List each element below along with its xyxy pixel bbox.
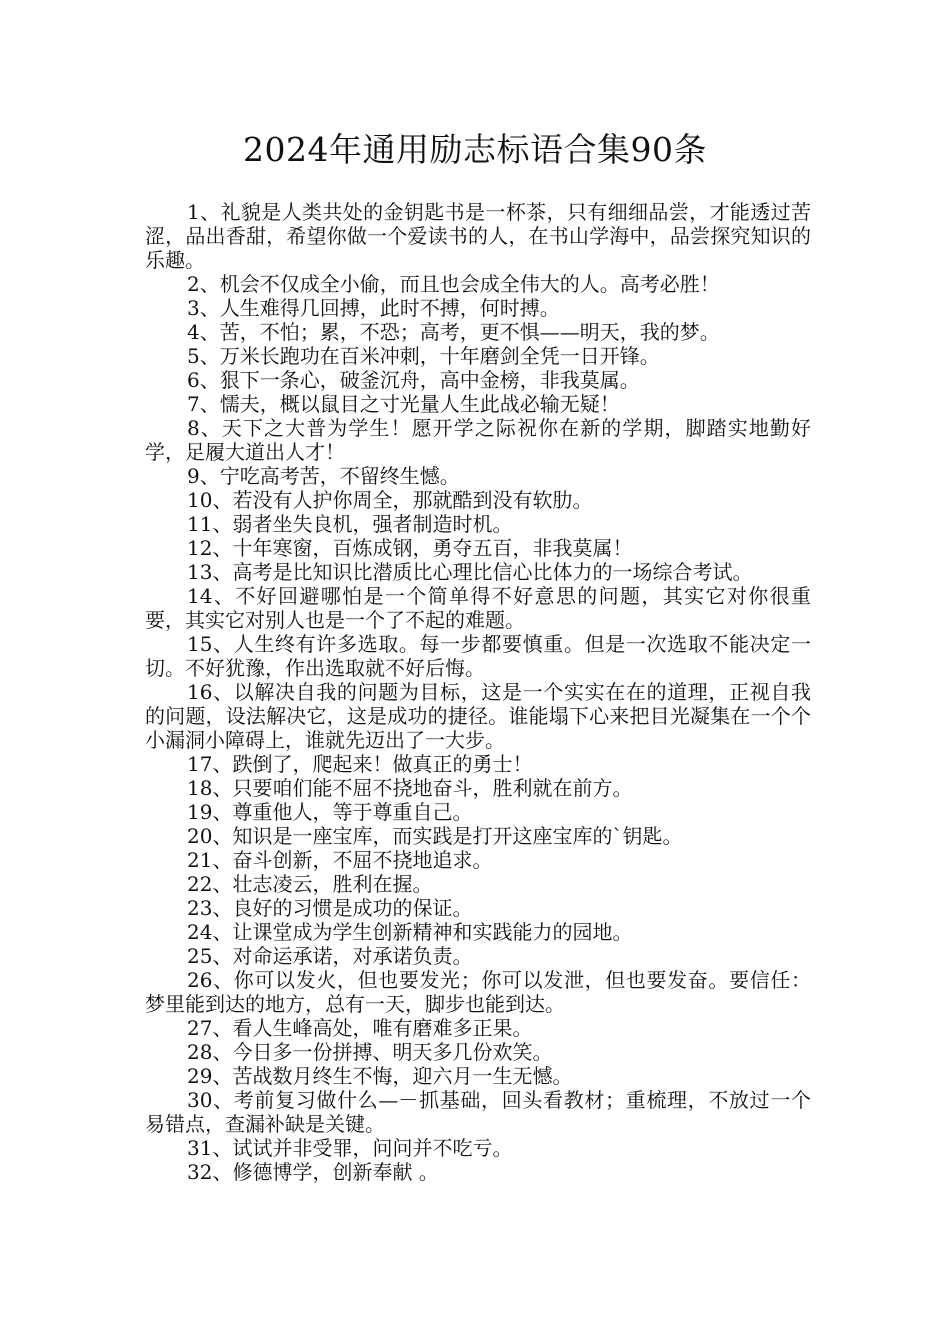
slogan-item: 22、壮志凌云，胜利在握。 <box>187 872 433 896</box>
slogan-item: 21、奋斗创新，不屈不挠地追求。 <box>187 848 493 872</box>
slogan-item: 14、不好回避哪怕是一个简单得不好意思的问题，其实它对你很重要，其实它对别人也是一个了不起的难题。 <box>145 584 811 632</box>
slogan-item: 11、弱者坐失良机，强者制造时机。 <box>187 512 513 536</box>
slogan-item: 26、你可以发火，但也要发光；你可以发泄，但也要发奋。要信任：梦里能到达的地方，总有一天，脚步也能到达。 <box>145 968 811 1016</box>
slogan-item: 13、高考是比知识比潜质比心理比信心比体力的一场综合考试。 <box>187 560 753 584</box>
slogan-item: 5、万米长跑功在百米冲刺，十年磨剑全凭一日开锋。 <box>187 344 660 368</box>
slogan-item: 8、天下之大普为学生！愿开学之际祝你在新的学期，脚踏实地勤好学，足履大道出人才！ <box>145 416 811 464</box>
slogan-item: 29、苦战数月终生不悔，迎六月一生无憾。 <box>187 1064 573 1088</box>
slogan-item: 30、考前复习做什么—－抓基础，回头看教材；重梳理，不放过一个易错点，查漏补缺是关键。 <box>145 1088 811 1136</box>
slogan-item: 7、懦夫，概以鼠目之寸光量人生此战必输无疑！ <box>187 392 620 416</box>
slogan-item: 32、修德博学，创新奉献 。 <box>187 1160 439 1184</box>
slogan-item: 17、跌倒了，爬起来！做真正的勇士！ <box>187 752 533 776</box>
slogan-item: 6、狠下一条心，破釜沉舟，高中金榜，非我莫属。 <box>187 368 640 392</box>
slogan-list <box>145 200 811 1184</box>
slogan-item: 12、十年寒窗，百炼成钢，勇夺五百，非我莫属！ <box>187 536 633 560</box>
slogan-item: 19、尊重他人，等于尊重自己。 <box>187 800 473 824</box>
slogan-item: 10、若没有人护你周全，那就酷到没有软肋。 <box>187 488 593 512</box>
slogan-item: 4、苦，不怕；累，不恐；高考，更不惧——明天，我的梦。 <box>187 320 720 344</box>
slogan-item: 31、试试并非受罪，问问并不吃亏。 <box>187 1136 513 1160</box>
slogan-item: 3、人生难得几回搏，此时不搏，何时搏。 <box>187 296 560 320</box>
slogan-item: 25、对命运承诺，对承诺负责。 <box>187 944 473 968</box>
document-title: 2024年通用励志标语合集90条 <box>243 130 707 169</box>
slogan-item: 1、礼貌是人类共处的金钥匙书是一杯茶，只有细细品尝，才能透过苦涩，品出香甜，希望你做一个爱读书的人，在书山学海中，品尝探究知识的乐趣。 <box>145 200 811 272</box>
slogan-item: 9、宁吃高考苦，不留终生憾。 <box>187 464 460 488</box>
slogan-item: 23、良好的习惯是成功的保证。 <box>187 896 473 920</box>
slogan-item: 2、机会不仅成全小偷，而且也会成全伟大的人。高考必胜！ <box>187 272 720 296</box>
slogan-item: 28、今日多一份拼搏、明天多几份欢笑。 <box>187 1040 553 1064</box>
slogan-item: 20、知识是一座宝库，而实践是打开这座宝库的`钥匙。 <box>187 824 683 848</box>
slogan-item: 24、让课堂成为学生创新精神和实践能力的园地。 <box>187 920 633 944</box>
slogan-item: 16、以解决自我的问题为目标，这是一个实实在在的道理，正视自我的问题，设法解决它，这是成功的捷径。谁能塌下心来把目光凝集在一个个小漏洞小障碍上，谁就先迈出了一大步。 <box>145 680 811 752</box>
slogan-item: 18、只要咱们能不屈不挠地奋斗，胜利就在前方。 <box>187 776 633 800</box>
slogan-item: 27、看人生峰高处，唯有磨难多正果。 <box>187 1016 533 1040</box>
slogan-item: 15、人生终有许多选取。每一步都要慎重。但是一次选取不能决定一切。不好犹豫，作出选取就不好后悔。 <box>145 632 811 680</box>
